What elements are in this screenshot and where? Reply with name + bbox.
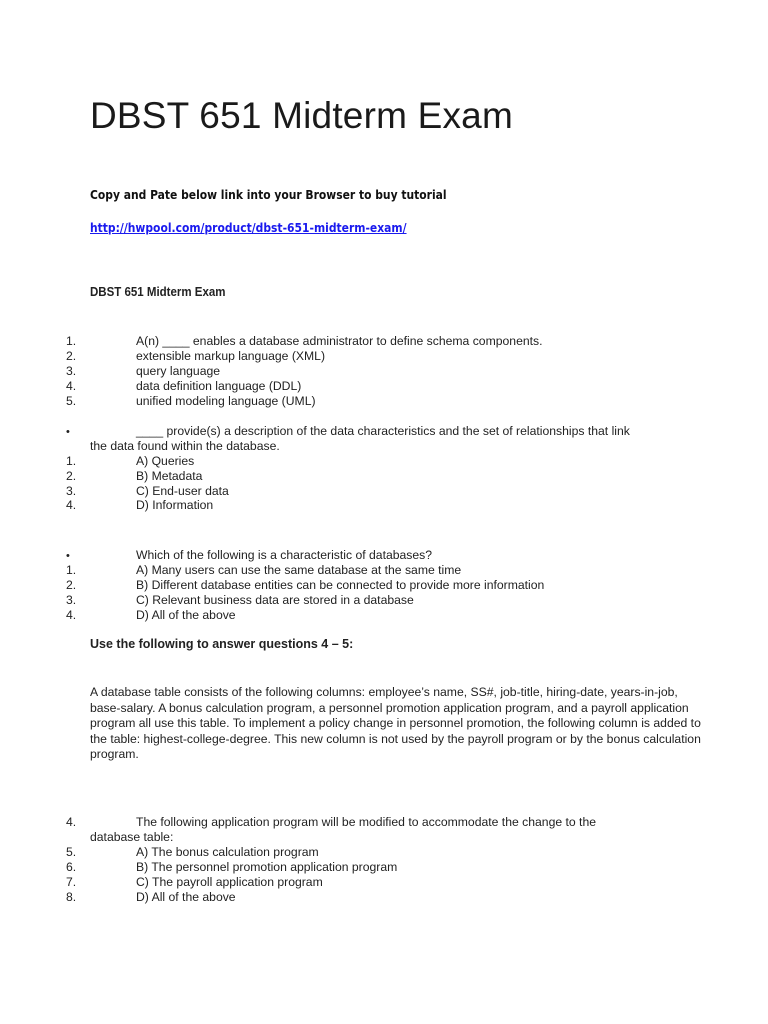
instruction-heading: Use the following to answer questions 4 – 5: [90, 637, 354, 651]
question-text: The following application program will be modified to accommodate the change to the [136, 815, 597, 829]
answer-option: A) Many users can use the same database at the same time [136, 563, 462, 577]
question-text-continued: database table: [90, 830, 174, 844]
list-marker: 1. [66, 334, 77, 348]
list-marker: 3. [66, 484, 77, 498]
tutorial-link[interactable]: http://hwpool.com/product/dbst-651-midterm-exam/ [90, 220, 407, 235]
scenario-paragraph: A database table consists of the following columns: employee’s name, SS#, job-title, hiring-date, years-in-job, base-salary. A bonus calculation program, a personnel promotion application program, and a payroll application program all use this table. To implement a policy change in personnel promotion, the following column is added to the table: highest-college-degree. This new column is not used by the payroll program or by the bonus calculation program. [90, 685, 701, 762]
list-marker: 6. [66, 860, 77, 874]
answer-option: query language [136, 364, 221, 378]
page-title: DBST 651 Midterm Exam [90, 95, 513, 136]
answer-option: B) Different database entities can be connected to provide more information [136, 578, 545, 592]
answer-option: D) All of the above [136, 890, 236, 904]
list-marker: 7. [66, 875, 77, 889]
list-marker: 1. [66, 454, 77, 468]
answer-option: A) Queries [136, 454, 195, 468]
answer-option: unified modeling language (UML) [136, 394, 316, 408]
list-marker: 2. [66, 469, 77, 483]
answer-option: D) Information [136, 498, 214, 512]
question-text: A(n) ____ enables a database administrator to define schema components. [136, 334, 543, 348]
question-text: Which of the following is a characteristic of databases? [136, 548, 433, 562]
bullet-icon: • [66, 550, 70, 562]
answer-option: D) All of the above [136, 608, 236, 622]
list-marker: 5. [66, 845, 77, 859]
list-marker: 4. [66, 608, 77, 622]
question-text-continued: the data found within the database. [90, 439, 280, 453]
answer-option: extensible markup language (XML) [136, 349, 326, 363]
list-marker: 2. [66, 578, 77, 592]
list-marker: 4. [66, 379, 77, 393]
answer-option: C) Relevant business data are stored in a database [136, 593, 414, 607]
section-title: DBST 651 Midterm Exam [90, 285, 226, 299]
list-marker: 1. [66, 563, 77, 577]
answer-option: A) The bonus calculation program [136, 845, 319, 859]
answer-option: C) End-user data [136, 484, 229, 498]
list-marker: 4. [66, 815, 77, 829]
list-marker: 2. [66, 349, 77, 363]
question-text: ____ provide(s) a description of the data characteristics and the set of relationships that link [136, 424, 630, 438]
answer-option: B) Metadata [136, 469, 203, 483]
list-marker: 3. [66, 593, 77, 607]
answer-option: C) The payroll application program [136, 875, 323, 889]
list-marker: 5. [66, 394, 77, 408]
list-marker: 8. [66, 890, 77, 904]
answer-option: B) The personnel promotion application program [136, 860, 398, 874]
bullet-icon: • [66, 426, 70, 438]
list-marker: 3. [66, 364, 77, 378]
list-marker: 4. [66, 498, 77, 512]
purchase-notice: Copy and Pate below link into your Browser to buy tutorial [90, 187, 447, 202]
answer-option: data definition language (DDL) [136, 379, 302, 393]
